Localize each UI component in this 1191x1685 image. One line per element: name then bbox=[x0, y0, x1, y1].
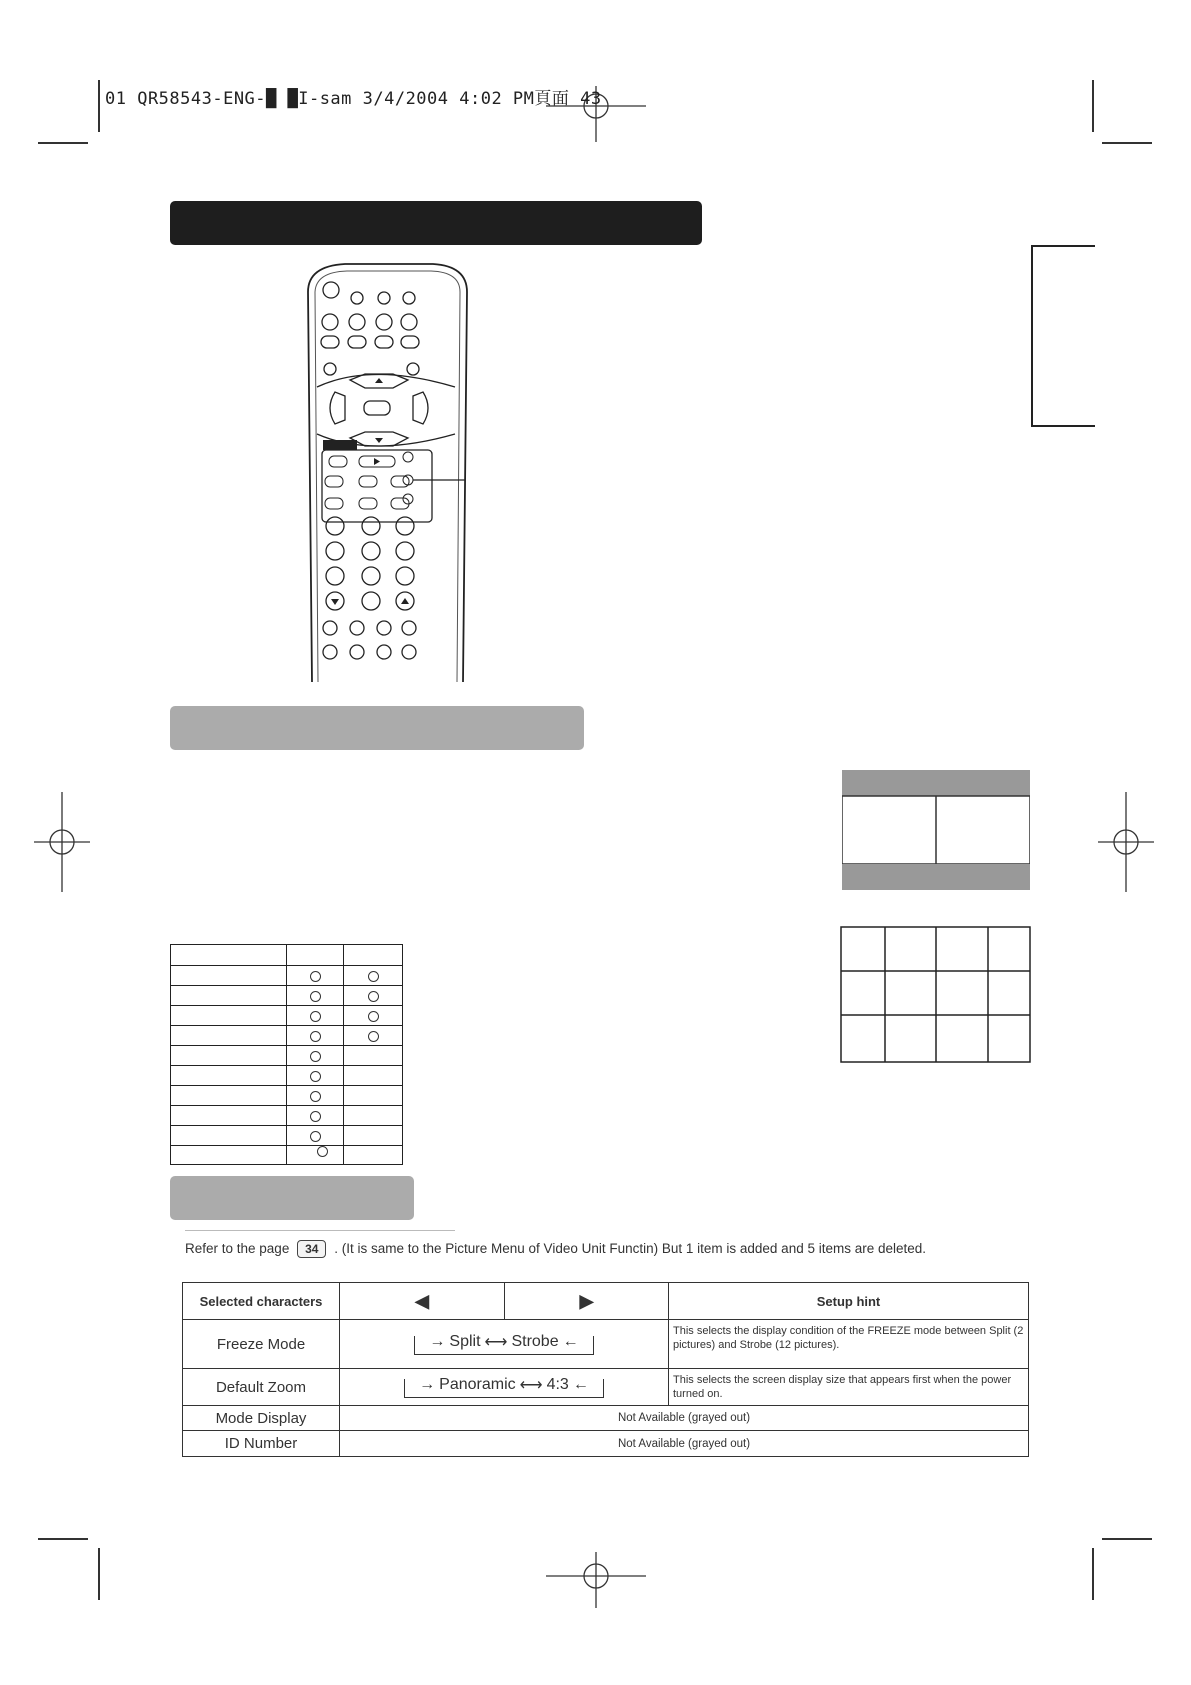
circle-mark bbox=[368, 1011, 379, 1022]
refer-suffix: . (It is same to the Picture Menu of Video Unit Functin) But 1 item is added and 5 items are deleted. bbox=[334, 1241, 927, 1256]
row-not-available: Not Available (grayed out) bbox=[340, 1406, 1029, 1431]
circle-mark bbox=[368, 991, 379, 1002]
crop-mark bbox=[1092, 80, 1094, 132]
crop-mark bbox=[98, 80, 100, 132]
divider bbox=[185, 1230, 455, 1231]
print-header: 01 QR58543-ENG-█ █I-sam 3/4/2004 4:02 PM頁面 43 bbox=[105, 89, 602, 109]
row-name: Default Zoom bbox=[183, 1369, 340, 1406]
crop-mark bbox=[1092, 1548, 1094, 1600]
option-cycle bbox=[340, 1320, 669, 1369]
legend-circle-mark bbox=[317, 1146, 328, 1157]
crop-mark bbox=[1102, 142, 1152, 144]
strobe-grid-illustration bbox=[840, 926, 1032, 1064]
circle-mark bbox=[310, 991, 321, 1002]
registration-mark bbox=[34, 792, 90, 892]
option-b: 4:3 bbox=[546, 1376, 569, 1393]
header-right-arrow: ▶ bbox=[505, 1283, 669, 1320]
subsection-bar bbox=[170, 706, 584, 750]
table-row bbox=[183, 1320, 1029, 1369]
registration-mark bbox=[546, 1552, 646, 1608]
circle-mark bbox=[310, 1031, 321, 1042]
table-row bbox=[183, 1406, 1029, 1431]
subsection-bar bbox=[170, 1176, 414, 1220]
double-arrow-icon: ⟷ bbox=[519, 1377, 543, 1394]
circle-mark bbox=[368, 971, 379, 982]
row-hint: This selects the screen display size that appears first when the power turned on. bbox=[669, 1369, 1029, 1406]
split-screen-illustration bbox=[842, 770, 1030, 890]
option-b: Strobe bbox=[511, 1333, 559, 1350]
crop-mark bbox=[38, 142, 88, 144]
crop-mark bbox=[38, 1538, 88, 1540]
circle-mark bbox=[368, 1031, 379, 1042]
header-left-arrow: ◀ bbox=[340, 1283, 505, 1320]
chapter-side-tab bbox=[1031, 245, 1095, 427]
circle-mark bbox=[310, 1051, 321, 1062]
remote-control-illustration bbox=[305, 262, 485, 687]
cycle-arrow-icon: ← bbox=[562, 1333, 579, 1350]
circle-mark bbox=[310, 1011, 321, 1022]
header-selected-characters: Selected characters bbox=[183, 1283, 340, 1320]
cycle-arrow-icon: → bbox=[419, 1376, 436, 1393]
crop-mark bbox=[98, 1548, 100, 1600]
crop-mark bbox=[1102, 1538, 1152, 1540]
refer-prefix: Refer to the page bbox=[185, 1241, 290, 1256]
header-setup-hint: Setup hint bbox=[669, 1283, 1029, 1320]
option-a: Split bbox=[449, 1333, 481, 1350]
row-name: Mode Display bbox=[183, 1406, 340, 1431]
option-cycle bbox=[340, 1369, 669, 1406]
circle-mark bbox=[310, 1111, 321, 1122]
section-title-bar bbox=[170, 201, 702, 245]
circle-mark bbox=[310, 1071, 321, 1082]
table-row bbox=[183, 1369, 1029, 1406]
table-row bbox=[183, 1431, 1029, 1457]
registration-mark bbox=[1098, 792, 1154, 892]
compatibility-table bbox=[170, 944, 403, 1165]
row-name: ID Number bbox=[183, 1431, 340, 1457]
row-name: Freeze Mode bbox=[183, 1320, 340, 1369]
cycle-arrow-icon: → bbox=[429, 1333, 446, 1350]
cycle-arrow-icon: ← bbox=[572, 1376, 589, 1393]
refer-note bbox=[185, 1240, 926, 1258]
page-reference[interactable]: 34 bbox=[297, 1240, 326, 1258]
setup-table bbox=[182, 1282, 1029, 1457]
circle-mark bbox=[310, 1131, 321, 1142]
row-hint: This selects the display condition of the FREEZE mode between Split (2 pictures) and Strobe (12 pictures). bbox=[669, 1320, 1029, 1369]
option-a: Panoramic bbox=[439, 1376, 516, 1393]
circle-mark bbox=[310, 1091, 321, 1102]
circle-mark bbox=[310, 971, 321, 982]
double-arrow-icon: ⟷ bbox=[484, 1334, 508, 1351]
row-not-available: Not Available (grayed out) bbox=[340, 1431, 1029, 1457]
